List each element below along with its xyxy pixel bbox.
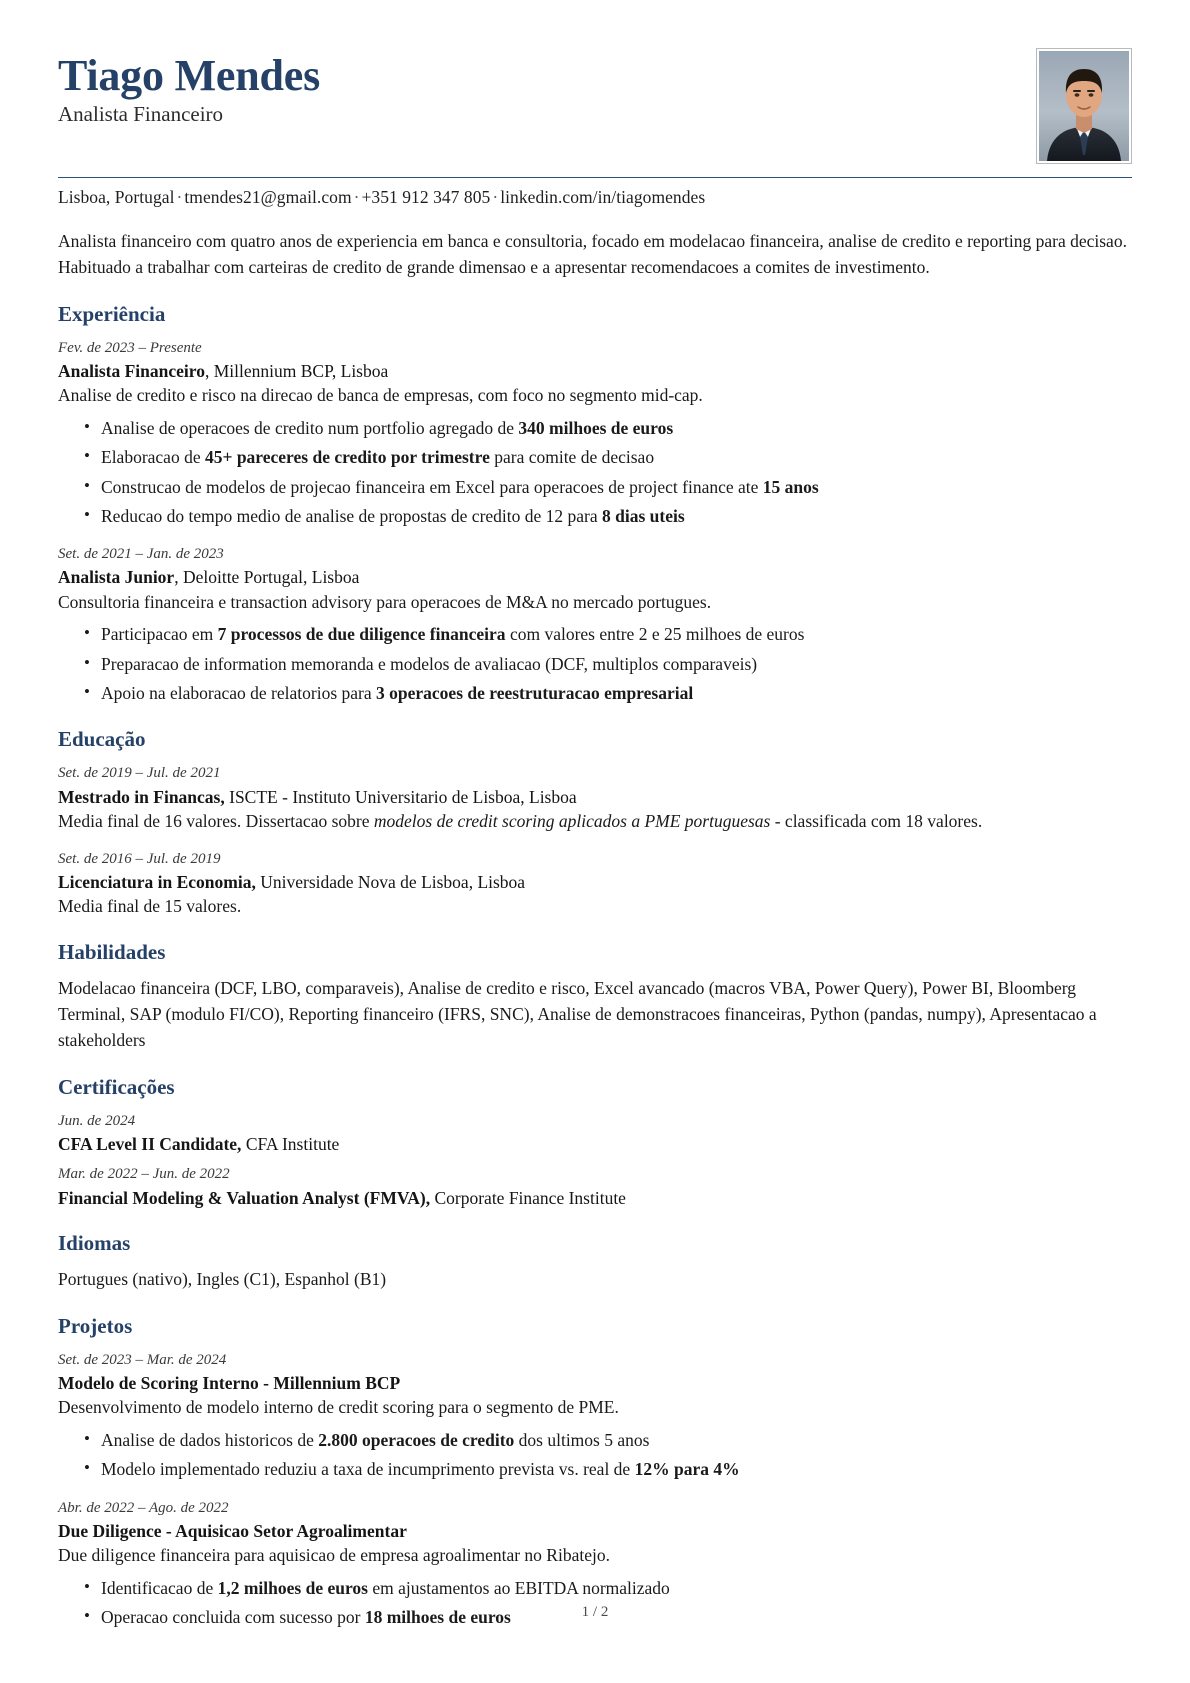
certification-name: CFA Level II Candidate,: [58, 1134, 242, 1155]
bullet-emphasis: 1,2 milhoes de euros: [217, 1577, 368, 1598]
education-entry: [58, 849, 1132, 919]
bullet-emphasis: 2.800 operacoes de credito: [318, 1430, 515, 1451]
entry-heading: [58, 1519, 1132, 1543]
bullet-emphasis: 12% para 4%: [634, 1459, 740, 1480]
section-title-projects: Projetos: [58, 1313, 133, 1338]
entry-bullets: [58, 621, 1132, 706]
languages-text: Portugues (nativo), Ingles (C1), Espanhol (B1): [58, 1268, 387, 1289]
section-title-certifications: Certificações: [58, 1074, 175, 1099]
project-name: Modelo de Scoring Interno - Millennium BCP: [58, 1373, 401, 1394]
list-item: [84, 444, 1132, 470]
job-headline: Analista Financeiro: [58, 101, 224, 126]
entry-description: Consultoria financeira e transaction advisory para operacoes de M&A no mercado portugues.: [58, 591, 712, 612]
resume-header: [58, 46, 1132, 164]
bullet-emphasis: 7 processos de due diligence financeira: [217, 624, 506, 645]
entry-heading: [58, 1132, 1132, 1156]
list-item: [84, 1456, 1132, 1482]
bullet-text: Analise de dados historicos de: [101, 1430, 319, 1451]
bullet-emphasis: 8 dias uteis: [602, 505, 685, 526]
entry-heading: [58, 1371, 1132, 1395]
entry-heading: [58, 565, 1132, 589]
list-item: [84, 474, 1132, 500]
project-entry: [58, 1350, 1132, 1483]
entry-date: Abr. de 2022 – Ago. de 2022: [58, 1499, 229, 1516]
bullet-tail: em ajustamentos ao EBITDA normalizado: [367, 1577, 670, 1598]
bullet-emphasis: 45+ pareceres de credito por trimestre: [204, 447, 490, 468]
bullet-emphasis: 3 operacoes de reestruturacao empresarial: [376, 682, 694, 703]
list-item: [84, 680, 1132, 706]
bullet-tail: dos ultimos 5 anos: [514, 1430, 650, 1451]
contact-separator: ·: [492, 187, 499, 207]
entry-date: Set. de 2019 – Jul. de 2021: [58, 765, 221, 782]
entry-date: Set. de 2023 – Mar. de 2024: [58, 1351, 227, 1368]
skills-text: Modelacao financeira (DCF, LBO, comparaveis), Analise de credito e risco, Excel avancado (macros VBA, Power Query), Power BI, Bloomberg Terminal, SAP (modulo FI/CO), Reporting financeiro (IFRS, SNC), Analise de demonstracoes financeiras, Python (pandas, numpy), Apresentacao a stakeholders: [58, 978, 1097, 1050]
entry-heading: [58, 1186, 1132, 1210]
contact-email[interactable]: tmendes21@gmail.com: [184, 187, 352, 207]
bullet-tail: com valores entre 2 e 25 milhoes de euros: [505, 624, 805, 645]
entry-date: Mar. de 2022 – Jun. de 2022: [58, 1166, 230, 1183]
bullet-text: Analise de operacoes de credito num portfolio agregado de: [101, 418, 519, 439]
page-footer: [0, 1604, 1190, 1621]
bullet-text: Elaboracao de: [101, 447, 205, 468]
header-divider: [58, 177, 1132, 178]
entry-role: Analista Junior: [58, 567, 175, 588]
entry-date: Set. de 2021 – Jan. de 2023: [58, 546, 224, 563]
school-name: Universidade Nova de Lisboa, Lisboa: [255, 871, 526, 892]
project-name: Due Diligence - Aquisicao Setor Agroalimentar: [58, 1520, 407, 1541]
section-title-languages: Idiomas: [58, 1230, 131, 1255]
detail-text: Media final de 16 valores. Dissertacao sobre: [58, 810, 374, 831]
entry-role: Analista Financeiro: [58, 361, 205, 382]
detail-tail: - classificada com 18 valores.: [770, 810, 983, 831]
certification-name: Financial Modeling & Valuation Analyst (FMVA),: [58, 1187, 431, 1208]
summary-paragraph: Analista financeiro com quatro anos de experiencia em banca e consultoria, focado em modelacao financeira, analise de credito e reporting para decisao. Habituado a trabalhar com carteiras de credito de grande dimensao e a apresentar recomendacoes a comites de investimento.: [58, 231, 1127, 277]
list-item: [84, 1427, 1132, 1453]
entry-date: Fev. de 2023 – Presente: [58, 339, 202, 356]
contact-separator: ·: [353, 187, 360, 207]
entry-description: [58, 809, 1132, 834]
bullet-emphasis: 340 milhoes de euros: [518, 418, 674, 439]
experience-entry: [58, 338, 1132, 529]
section-certifications: [58, 1075, 1132, 1210]
certification-entry: [58, 1164, 1132, 1209]
degree-name: Licenciatura in Economia,: [58, 871, 256, 892]
section-languages: [58, 1231, 1132, 1293]
profile-photo-icon: [1039, 51, 1129, 161]
entry-org: , Millennium BCP, Lisboa: [204, 361, 389, 382]
contact-line: [58, 187, 1132, 208]
education-entry: [58, 763, 1132, 833]
entry-heading: [58, 785, 1132, 809]
section-title-skills: Habilidades: [58, 939, 166, 964]
entry-description: Analise de credito e risco na direcao de banca de empresas, com foco no segmento mid-cap.: [58, 385, 703, 406]
identity-block: [58, 46, 320, 127]
contact-linkedin[interactable]: linkedin.com/in/tiagomendes: [500, 187, 706, 207]
certification-entry: [58, 1111, 1132, 1156]
avatar: [1036, 48, 1132, 164]
bullet-text: Participacao em: [101, 624, 218, 645]
list-item: [84, 651, 1132, 677]
bullet-text: Modelo implementado reduziu a taxa de incumprimento prevista vs. real de: [101, 1459, 635, 1480]
bullet-text: Apoio na elaboracao de relatorios para: [101, 682, 377, 703]
entry-heading: [58, 870, 1132, 894]
contact-separator: ·: [176, 187, 183, 207]
certification-issuer: CFA Institute: [241, 1134, 340, 1155]
entry-heading: [58, 359, 1132, 383]
bullet-text: Construcao de modelos de projecao financeira em Excel para operacoes de project finance ate: [101, 476, 763, 497]
entry-bullets: [58, 1575, 1132, 1631]
section-projects: [58, 1314, 1132, 1631]
entry-description: Due diligence financeira para aquisicao de empresa agroalimentar no Ribatejo.: [58, 1545, 610, 1566]
bullet-text: Preparacao de information memoranda e modelos de avaliacao (DCF, multiplos comparaveis): [101, 653, 758, 674]
bullet-text: Reducao do tempo medio de analise de propostas de credito de 12 para: [101, 505, 603, 526]
entry-date: Jun. de 2024: [58, 1112, 136, 1129]
entry-bullets: [58, 1427, 1132, 1483]
bullet-text: Operacao concluida com sucesso por: [101, 1607, 365, 1628]
section-experience: [58, 302, 1132, 706]
entry-org: , Deloitte Portugal, Lisboa: [174, 567, 360, 588]
page-indicator: 1 / 2: [581, 1604, 609, 1620]
entry-description: [58, 894, 1132, 919]
section-title-experience: Experiência: [58, 301, 166, 326]
bullet-emphasis: 15 anos: [762, 476, 819, 497]
bullet-tail: para comite de decisao: [489, 447, 655, 468]
bullet-text: Identificacao de: [101, 1577, 218, 1598]
section-skills: [58, 940, 1132, 1054]
contact-phone[interactable]: +351 912 347 805: [361, 187, 491, 207]
list-item: [84, 415, 1132, 441]
section-education: [58, 727, 1132, 919]
contact-location: Lisboa, Portugal: [58, 187, 175, 207]
school-name: ISCTE - Instituto Universitario de Lisboa, Lisboa: [224, 786, 577, 807]
entry-bullets: [58, 415, 1132, 529]
entry-description: Desenvolvimento de modelo interno de credit scoring para o segmento de PME.: [58, 1397, 619, 1418]
list-item: [84, 503, 1132, 529]
detail-text: Media final de 15 valores.: [58, 896, 242, 916]
experience-entry: [58, 544, 1132, 706]
section-title-education: Educação: [58, 727, 146, 752]
list-item: [84, 621, 1132, 647]
list-item: [84, 1575, 1132, 1601]
thesis-title: modelos de credit scoring aplicados a PME portuguesas: [373, 810, 771, 831]
page-title: Tiago Mendes: [58, 51, 321, 100]
bullet-emphasis: 18 milhoes de euros: [364, 1607, 511, 1628]
degree-name: Mestrado in Financas,: [58, 786, 225, 807]
entry-date: Set. de 2016 – Jul. de 2019: [58, 850, 221, 867]
certification-issuer: Corporate Finance Institute: [430, 1187, 626, 1208]
